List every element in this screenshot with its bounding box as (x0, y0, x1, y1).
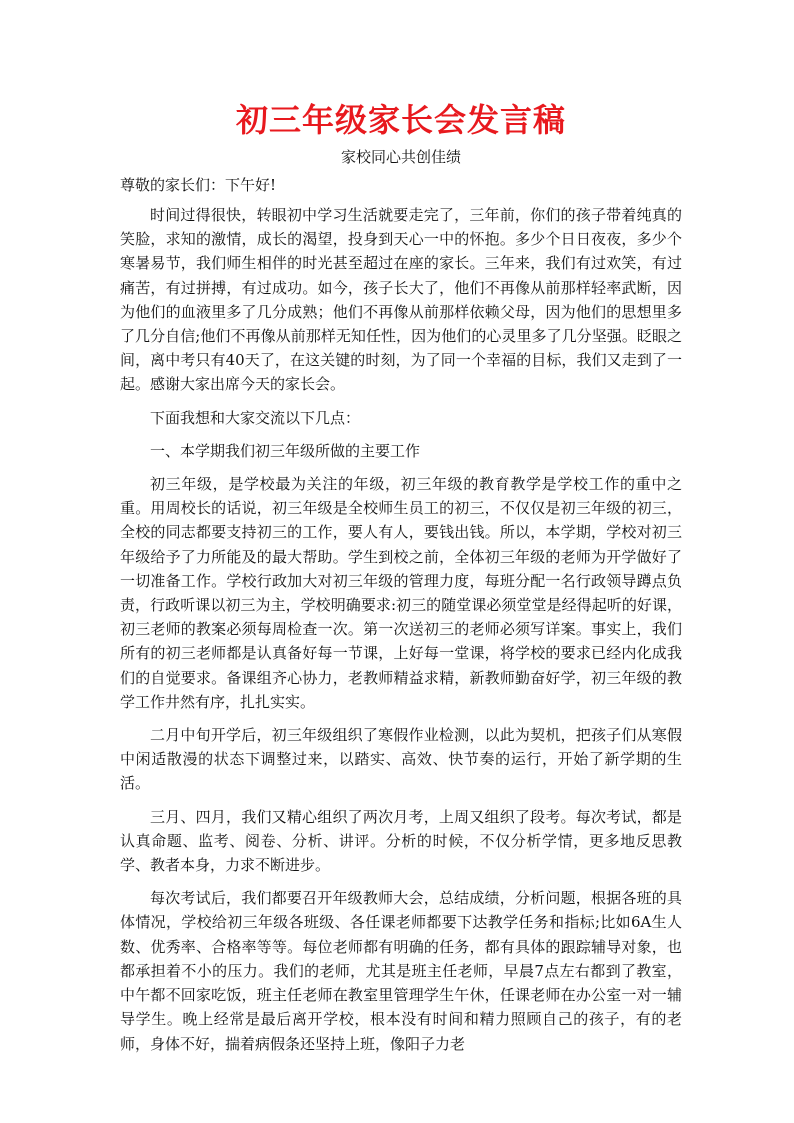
paragraph-february: 二月中旬开学后，初三年级组织了寒假作业检测，以此为契机，把孩子们从寒假中闲适散漫的状态下调整过来，以踏实、高效、快节奏的运行，开始了新学期的生活。 (120, 726, 682, 793)
paragraph-grade-work: 初三年级，是学校最为关注的年级，初三年级的教育教学是学校工作的重中之重。用周校长的话说，初三年级是全校师生员工的初三，不仅仅是初三年级的初三，全校的同志都要支持初三的工作，要人有人，要钱出钱。所以，本学期，学校对初三年级给予了力所能及的最大帮助。学生到校之前，全体初三年级的老师为开学做好了一切准备工作。学校行政加大对初三年级的管理力度，每班分配一名行政领导蹲点负责，行政听课以初三为主，学校明确要求:初三的随堂课必须堂堂是经得起听的好课，初三老师的教案必须每周检查一次。第一次送初三的老师必须写详案。事实上，我们所有的初三老师都是认真备好每一节课，上好每一堂课，将学校的要求已经内化成我们的自觉要求。备课组齐心协力，老教师精益求精，新教师勤奋好学，初三年级的教学工作井然有序，扎扎实实。 (120, 475, 682, 711)
document-subtitle: 家校同心共创佳绩 (340, 148, 461, 166)
document-title: 初三年级家长会发言稿 (235, 101, 566, 139)
document-page (120, 96, 682, 1065)
paragraph-intro: 时间过得很快，转眼初中学习生活就要走完了，三年前，你们的孩子带着纯真的笑脸，求知的激情，成长的渴望，投身到天心一中的怀抱。多少个日日夜夜，多少个寒暑易节，我们师生相伴的时光甚至超过在座的家长。三年来，我们有过欢笑，有过痛苦，有过拼搏，有过成功。如今，孩子长大了，他们不再像从前那样轻率武断，因为他们的血液里多了几分成熟；他们不再像从前那样依赖父母，因为他们的思想里多了几分自信;他们不再像从前那样无知任性，因为他们的心灵里多了几分坚强。眨眼之间，离中考只有40天了，在这关键的时刻，为了同一个幸福的目标，我们又走到了一起。感谢大家出席今天的家长会。 (120, 206, 682, 394)
paragraph-after-exams: 每次考试后，我们都要召开年级教师大会，总结成绩，分析问题，根据各班的具体情况，学校给初三年级各班级、各任课老师都要下达教学任务和指标;比如6A生人数、优秀率、合格率等等。每位老师都有明确的任务，都有具体的跟踪辅导对象，也都承担着不小的压力。我们的老师，尤其是班主任老师，早晨7点左右都到了教室，中午都不回家吃饭，班主任老师在教室里管理学生午休，任课老师在办公室一对一辅导学生。晚上经常是最后离开学校，根本没有时间和精力照顾自己的孩子，有的老师，身体不好，揣着病假条还坚持上班，像阳子力老 (120, 889, 682, 1053)
paragraph-exchange: 下面我想和大家交流以下几点： (150, 408, 361, 427)
paragraph-march-april: 三月、四月，我们又精心组织了两次月考，上周又组织了段考。每次考试，都是认真命题、监考、阅卷、分析、讲评。分析的时候，不仅分析学情，更多地反思教学、教者本身，力求不断进步。 (120, 807, 682, 875)
greeting-line: 尊敬的家长们：下午好! (120, 176, 277, 194)
section-heading-1: 一、本学期我们初三年级所做的主要工作 (150, 441, 421, 460)
